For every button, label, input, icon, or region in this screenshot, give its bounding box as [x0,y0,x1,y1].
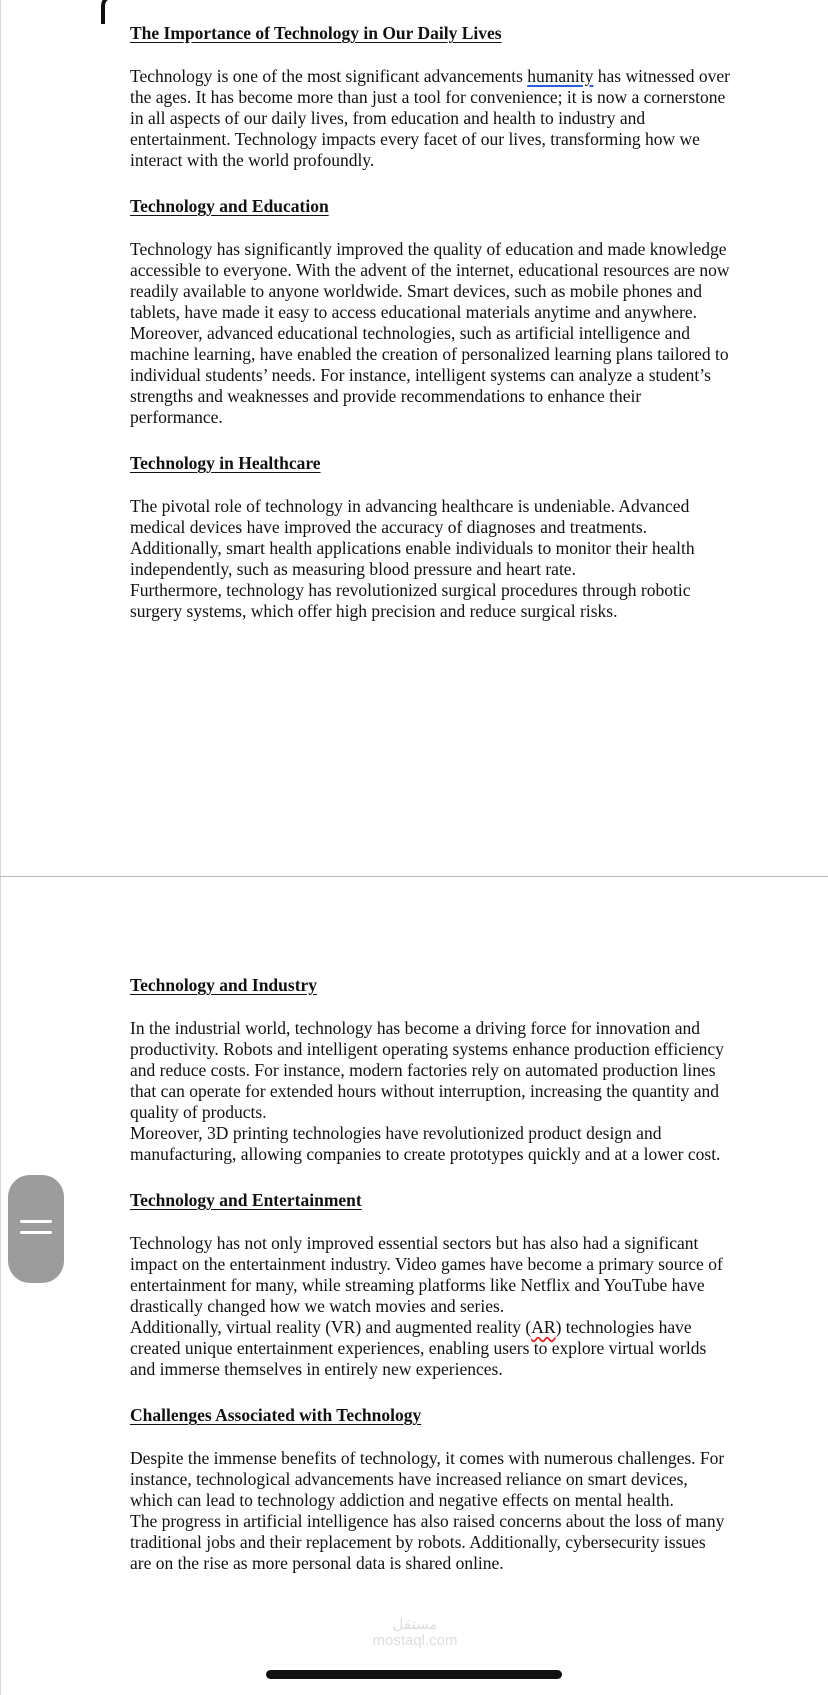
page-1-content [130,20,730,644]
entertainment-text-before: Additionally, virtual reality (VR) and augmented reality ( [130,1317,532,1337]
education-paragraph-1[interactable]: Technology has significantly improved the quality of education and made knowledge accessible to everyone. With the advent of the internet, educational resources are now readily available to anyone worldwide. Smart devices, such as mobile phones and tablets, have made it easy to access educational materials anytime and anywhere. [130,239,730,322]
entertainment-section [130,1187,730,1380]
drag-handle-icon[interactable] [8,1175,64,1283]
intro-text-before: Technology is one of the most significant advancements [130,66,528,86]
home-indicator[interactable] [266,1670,562,1679]
text-cursor-icon [101,0,113,24]
healthcare-paragraph-2[interactable]: Furthermore, technology has revolutionized surgical procedures through robotic surgery systems, which offer high precision and reduce surgical risks. [130,580,691,621]
industry-paragraph-2[interactable]: Moreover, 3D printing technologies have revolutionized product design and manufacturing, allowing companies to create prototypes quickly and at a lower cost. [130,1123,721,1164]
entertainment-heading: Technology and Entertainment [130,1190,362,1210]
challenges-paragraph-2[interactable]: The progress in artificial intelligence has also raised concerns about the loss of many traditional jobs and their replacement by robots. Additionally, cybersecurity issues are on the rise as more personal data is shared online. [130,1511,725,1573]
education-section [130,193,730,428]
healthcare-heading: Technology in Healthcare [130,453,321,473]
healthcare-section [130,450,730,622]
handle-bar-bottom [20,1231,52,1234]
challenges-heading: Challenges Associated with Technology [130,1405,422,1425]
intro-paragraph[interactable] [130,66,730,171]
healthcare-paragraph-1[interactable]: The pivotal role of technology in advancing healthcare is undeniable. Advanced medical devices have improved the accuracy of diagnoses and treatments. Additionally, smart health applications enable individuals to monitor their health independently, such as measuring blood pressure and heart rate. [130,496,695,579]
industry-paragraph-1[interactable]: In the industrial world, technology has become a driving force for innovation and productivity. Robots and intelligent operating systems enhance production efficiency and reduce costs. For instance, modern factories rely on automated production lines that can operate for extended hours without interruption, increasing the quantity and quality of products. [130,1018,724,1122]
intro-text-after: has witnessed over the ages. It has become more than just a tool for convenience; it is now a cornerstone in all aspects of our daily lives, from education and health to industry and entertainment. Technology impacts every facet of our lives, transforming how we interact with the world profoundly. [130,66,730,170]
challenges-paragraph-1[interactable]: Despite the immense benefits of technology, it comes with numerous challenges. For instance, technological advancements have increased reliance on smart devices, which can lead to technology addiction and negative effects on mental health. [130,1448,725,1510]
entertainment-paragraph-1[interactable]: Technology has not only improved essential sectors but has also had a significant impact on the entertainment industry. Video games have become a primary source of entertainment for many, while streaming platforms like Netflix and YouTube have drastically changed how we watch movies and series. [130,1233,723,1316]
education-paragraph-2[interactable]: Moreover, advanced educational technologies, such as artificial intelligence and machine learning, have enabled the creation of personalized learning plans tailored to individual students’ needs. For instance, intelligent systems can analyze a student’s strengths and weaknesses and provide recommendations to enhance their performance. [130,323,729,427]
document-page-2 [0,877,828,1695]
industry-heading: Technology and Industry [130,975,318,995]
education-heading: Technology and Education [130,196,329,216]
watermark-arabic: مستقل [392,1616,438,1633]
grammar-flagged-word[interactable]: humanity [527,66,594,86]
handle-bar-top [20,1220,52,1223]
spelling-flagged-word[interactable]: AR [531,1317,556,1337]
challenges-section [130,1402,730,1574]
entertainment-text-after: ) technologies have created unique entertainment experiences, enabling users to explore virtual worlds and immerse themselves in entirely new experiences. [130,1317,707,1379]
document-title: The Importance of Technology in Our Daily Lives [130,23,502,43]
industry-section [130,972,730,1165]
watermark-url: mostaql.com [372,1632,458,1649]
intro-section [130,66,730,171]
page-2-content [130,972,730,1596]
entertainment-paragraph-2[interactable] [130,1317,730,1380]
